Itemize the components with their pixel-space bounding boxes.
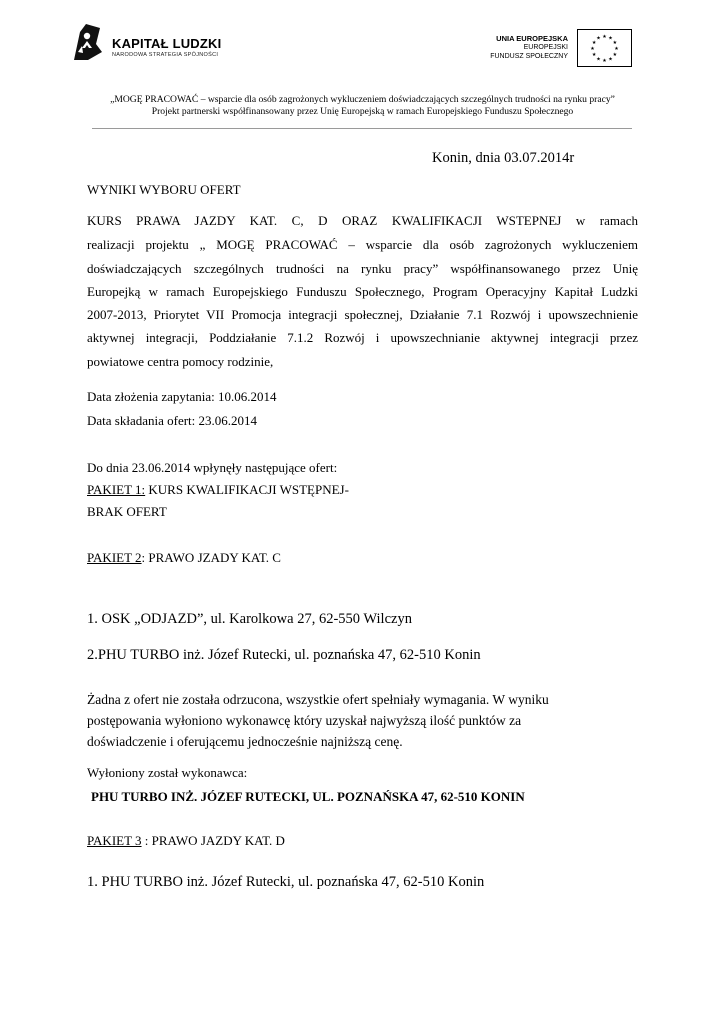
chosen-contractor-label: Wyłoniony został wykonawca: <box>87 765 248 780</box>
package-2-heading <box>87 550 281 566</box>
logo-title: KAPITAŁ LUDZKI <box>112 36 222 51</box>
kapital-ludzki-logo <box>70 22 230 70</box>
svg-text:★: ★ <box>590 46 595 52</box>
eu-text <box>490 34 568 61</box>
svg-text:★: ★ <box>602 34 607 40</box>
svg-text:★: ★ <box>591 40 597 46</box>
package-1-label: PAKIET 1: <box>87 482 146 497</box>
package-2-title: : PRAWO JZADY KAT. C <box>141 550 281 565</box>
package-1-heading <box>87 482 349 498</box>
intro-line-5: 2007-2013, Priorytet VII Promocja integracji społecznej, Działanie 7.1 Rozwój i upowszechnienie <box>87 307 638 322</box>
place-date: Konin, dnia 03.07.2014r <box>432 150 575 166</box>
eu-line-1: UNIA EUROPEJSKA <box>496 34 568 43</box>
svg-text:★: ★ <box>608 35 613 42</box>
package-3-offer-1: 1. PHU TURBO inż. Józef Rutecki, ul. poznańska 47, 62-510 Konin <box>87 874 485 890</box>
svg-text:★: ★ <box>596 35 601 42</box>
summary-line-1: Żadna z ofert nie została odrzucona, wszystkie ofert spełniały wymagania. W wyniku <box>87 692 549 707</box>
package-2-offer-1: 1. OSK „ODJAZD”, ul. Karolkowa 27, 62-550 Wilczyn <box>87 611 412 627</box>
document-title: WYNIKI WYBORU OFERT <box>87 182 241 197</box>
package-3-label: PAKIET 3 <box>87 833 142 848</box>
kapital-ludzki-emblem-icon <box>70 22 104 62</box>
package-3-heading <box>87 833 285 849</box>
intro-line-4: Europejką w ramach Europejskiego Funduszu Społecznego, Program Operacyjny Kapitał Ludzki <box>87 284 638 299</box>
project-header-line-2: Projekt partnerski współfinansowany przez Unię Europejską w ramach Europejskiego Funduszu Społecznego <box>151 106 574 117</box>
package-1-none: BRAK OFERT <box>87 504 167 519</box>
logo-subtitle: NARODOWA STRATEGIA SPÓJNOŚCI <box>112 52 219 58</box>
intro-line-7: powiatowe centra pomocy rodzinie, <box>87 354 274 369</box>
intro-line-2: realizacji projektu „ MOGĘ PRACOWAĆ – wsparcie dla osób zagrożonych wykluczeniem <box>87 237 638 252</box>
intro-line-3: doświadczających szczególnych trudności na rynku pracy” współfinansowanego przez Unię <box>87 261 638 276</box>
intro-line-1: KURS PRAWA JAZDY KAT. C, D ORAZ KWALIFIKACJI WSTEPNEJ w ramach <box>87 213 638 228</box>
package-2-label: PAKIET 2 <box>87 550 142 565</box>
offers-date: Data składania ofert: 23.06.2014 <box>87 413 258 428</box>
svg-text:★: ★ <box>614 46 619 52</box>
eu-line-2: EUROPEJSKI <box>523 44 568 51</box>
svg-text:★: ★ <box>596 56 601 63</box>
svg-text:★: ★ <box>602 58 607 64</box>
eu-line-3: FUNDUSZ SPOŁECZNY <box>490 53 568 60</box>
summary-line-3: doświadczenie i oferującemu jednocześnie najniższą cenę. <box>87 734 403 749</box>
header-divider <box>92 128 632 129</box>
query-date: Data złożenia zapytania: 10.06.2014 <box>87 389 277 404</box>
chosen-contractor-name: PHU TURBO INŻ. JÓZEF RUTECKI, UL. POZNAŃSKA 47, 62-510 KONIN <box>91 789 525 804</box>
svg-text:★: ★ <box>591 52 597 58</box>
svg-text:★: ★ <box>612 40 618 46</box>
intro-line-6: aktywnej integracji, Poddziałanie 7.1.2 Rozwój i upowszechnianie aktywnej integracji przez <box>87 330 638 345</box>
package-3-title: : PRAWO JAZDY KAT. D <box>141 833 285 848</box>
svg-text:★: ★ <box>612 52 618 58</box>
package-2-offer-2: 2.PHU TURBO inż. Józef Rutecki, ul. poznańska 47, 62-510 Konin <box>87 647 481 663</box>
eu-flag-icon <box>577 29 632 67</box>
svg-text:★: ★ <box>608 56 613 63</box>
summary-line-2: postępowania wyłoniono wykonawcę który uzyskał najwyższą ilość punktów za <box>87 713 522 728</box>
project-header-line-1: „MOGĘ PRACOWAĆ – wsparcie dla osób zagrożonych wykluczeniem doświadczających szczególnych trudności na rynku pracy” <box>110 94 615 105</box>
package-1-title: KURS KWALIFIKACJI WSTĘPNEJ- <box>145 482 349 497</box>
received-intro: Do dnia 23.06.2014 wpłynęły następujące ofert: <box>87 460 338 475</box>
